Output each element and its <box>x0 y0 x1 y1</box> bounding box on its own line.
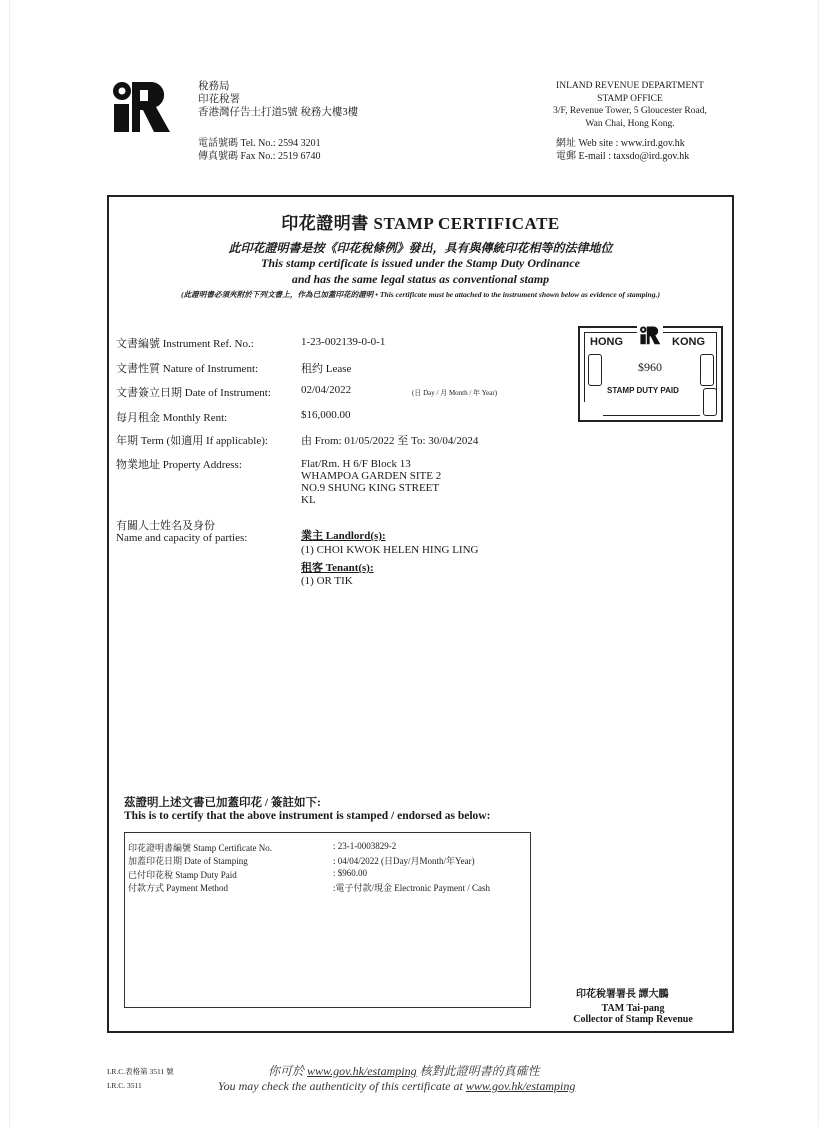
date-format-hint: (日 Day / 月 Month / 年 Year) <box>412 389 498 397</box>
stamp-hong: HONG <box>590 336 623 348</box>
header-right-line: 3/F, Revenue Tower, 5 Gloucester Road, <box>553 106 707 116</box>
signature-block <box>563 1003 703 1025</box>
header-right-line: INLAND REVENUE DEPARTMENT <box>556 81 704 91</box>
header-right-line: STAMP OFFICE <box>597 93 663 104</box>
property-address: Flat/Rm. H 6/F Block 13 WHAMPOA GARDEN SITE 2 NO.9 SHUNG KING STREET KL <box>301 458 442 506</box>
field-label-nature: 文書性質 Nature of Instrument: <box>116 363 259 375</box>
header-left-line: 印花稅署 <box>198 94 240 105</box>
form-number-en: I.R.C. 3511 <box>107 1081 142 1090</box>
certify-en: This is to certify that the above instrument is stamped / endorsed as below: <box>124 810 491 822</box>
collector-title: Collector of Stamp Revenue <box>573 1014 693 1025</box>
verify-cn-pre: 你可於 <box>268 1064 308 1078</box>
field-label-term: 年期 Term (如適用 If applicable): <box>116 435 268 447</box>
signature-cn: 印花稅署署長 譚大鵬 <box>576 989 669 1000</box>
certify-cn: 茲證明上述文書已加蓋印花 / 簽註如下: <box>124 797 321 809</box>
stamp-side-tag-left <box>588 354 602 386</box>
tenant-name: (1) OR TIK <box>301 575 353 587</box>
verify-cn-post: 核對此證明書的真確性 <box>416 1064 540 1078</box>
web-contacts <box>556 137 689 163</box>
field-value-nature: 租约 Lease <box>301 363 352 375</box>
stamp-ird-icon <box>639 325 661 345</box>
verify-note-en <box>218 1079 575 1094</box>
stamp-bottom-tag <box>703 388 717 416</box>
duty-paid-value: : $960.00 <box>333 868 368 878</box>
verify-en-pre: You may check the authenticity of this certificate at <box>218 1079 466 1093</box>
stamp-side-tag-right <box>700 354 714 386</box>
tenant-heading: 租客 Tenant(s): <box>301 562 374 574</box>
subtitle-en-2: and has the same legal status as conventional stamp <box>291 272 550 286</box>
field-value-ref: 1-23-002139-0-0-1 <box>301 336 386 348</box>
collector-name: TAM Tai-pang <box>601 1003 665 1014</box>
verify-note-cn <box>268 1062 540 1079</box>
parties-label: 有關人士姓名及身份 Name and capacity of parties: <box>116 520 248 544</box>
field-label-rent: 每月租金 Monthly Rent: <box>116 412 228 424</box>
contact-numbers <box>198 137 321 163</box>
landlord-heading: 業主 Landlord(s): <box>301 530 386 542</box>
department-en-address <box>530 80 730 130</box>
stamping-date-value: : 04/04/2022 (日Day/月Month/年Year) <box>333 856 475 866</box>
field-value-date: 02/04/2022 <box>301 384 352 396</box>
field-label-address: 物業地址 Property Address: <box>116 459 242 471</box>
tel: 電話號碼 Tel. No.: 2594 3201 <box>198 138 321 149</box>
stamp-paid-label: STAMP DUTY PAID <box>607 386 679 395</box>
ird-logo <box>110 78 172 134</box>
duty-paid-label: 已付印花稅 Stamp Duty Paid <box>128 870 237 880</box>
email: 電郵 E-mail : taxsdo@ird.gov.hk <box>556 151 690 162</box>
form-number-cn: I.R.C.表格第 3511 號 <box>107 1067 174 1076</box>
fax: 傳真號碼 Fax No.: 2519 6740 <box>198 151 321 162</box>
stamping-date-label: 加蓋印花日期 Date of Stamping <box>128 856 248 866</box>
subtitle-en-1: This stamp certificate is issued under the Stamp Duty Ordinance <box>260 256 581 270</box>
landlord-name: (1) CHOI KWOK HELEN HING LING <box>301 544 479 556</box>
certificate-title: 印花證明書 STAMP CERTIFICATE <box>281 214 560 233</box>
payment-method-label: 付款方式 Payment Method <box>128 883 228 893</box>
estamping-link-en[interactable]: www.gov.hk/estamping <box>465 1079 576 1093</box>
stamp-corner-gap-left <box>581 402 603 420</box>
department-cn-address <box>198 80 358 119</box>
field-value-rent: $16,000.00 <box>301 409 351 421</box>
field-label-date: 文書簽立日期 Date of Instrument: <box>116 387 271 399</box>
attachment-note: (此證明書必須夾附於下列文書上，作為已加蓋印花的證明 • This certificate must be attached to the instrument shown below as evidence of stamping.) <box>181 290 660 299</box>
stamp-cert-no-value: : 23-1-0003829-2 <box>333 841 397 851</box>
estamping-link-cn[interactable]: www.gov.hk/estamping <box>307 1064 417 1078</box>
website: 網址 Web site : www.ird.gov.hk <box>556 138 685 149</box>
stamp-kong: KONG <box>672 336 705 348</box>
field-label-ref: 文書編號 Instrument Ref. No.: <box>116 338 254 350</box>
field-value-term: 由 From: 01/05/2022 至 To: 30/04/2024 <box>301 435 479 447</box>
stamp-amount: $960 <box>638 360 662 374</box>
subtitle-cn: 此印花證明書是按《印花稅條例》發出，具有與傳統印花相等的法律地位 <box>228 241 613 255</box>
stamp-cert-no-label: 印花證明書編號 Stamp Certificate No. <box>128 843 272 853</box>
header-right-line: Wan Chai, Hong Kong. <box>585 118 675 129</box>
header-left-line: 香港灣仔告士打道5號 稅務大樓3樓 <box>198 107 359 118</box>
payment-method-value: :電子付款/現金 Electronic Payment / Cash <box>333 883 490 893</box>
header-left-line: 稅務局 <box>198 81 230 92</box>
